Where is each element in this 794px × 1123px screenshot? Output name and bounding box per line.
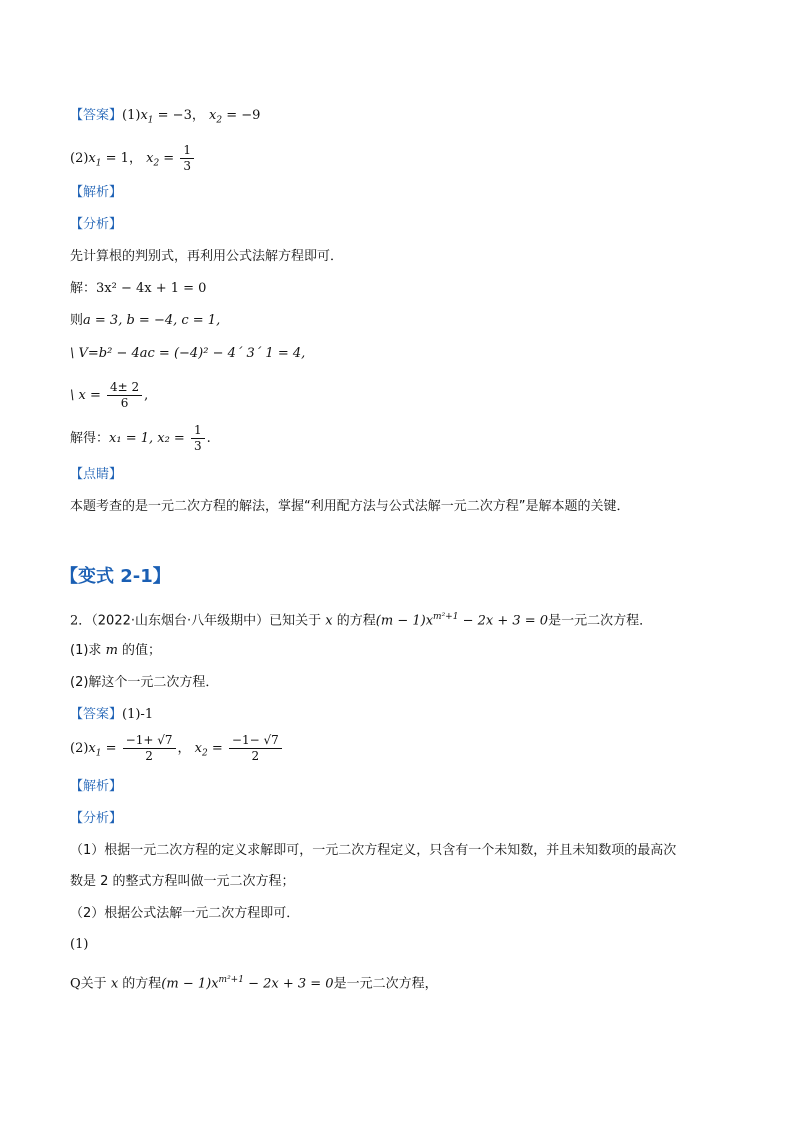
fenxi-p1-line2: 数是 2 的整式方程叫做一元二次方程； [70,874,295,889]
answer1-line2 [70,143,734,180]
fraction: $\frac{-1- √7}{2}$ [229,733,282,764]
separator: ， [128,151,142,166]
question-source: （2022·山东烟台·八年级期中） [91,613,270,629]
part-prefix: (1) [122,108,141,123]
coefficients: 则a = 3, b = −4, c = 1, [70,313,221,328]
answer1-line1 [70,106,734,131]
x1-value: = 1 [101,151,129,166]
question2-sub2: (2)解这个一元二次方程． [70,675,219,690]
answer2-line1: 【答案】(1)-1 [70,707,154,722]
jiexi-label: 【解析】 [70,185,123,200]
equals: = [159,151,179,166]
x1-symbol: $x_1$ [88,151,102,169]
x2-symbol: $x_2$ [194,741,208,759]
separator: ， [191,108,205,123]
x2-symbol: $x_2$ [209,108,223,126]
question2-sub1: (1)求 m 的值； [70,643,162,658]
fraction: $\frac{4\pm 2}{6}$ [107,380,142,411]
fenxi-label: 【分析】 [70,811,123,826]
x1-value: = −3 [153,108,192,123]
question2-stem: 2．（2022·山东烟台·八年级期中）已知关于 x 的方程$(m - 1)x^{m^2+1} - 2x + 3 = 0$是一元二次方程． [70,612,653,629]
quadratic-formula: \ x = $\frac{4\pm 2}{6}$ , [70,380,149,410]
x1-symbol: $x_1$ [88,741,102,759]
discriminant: \ V=b² − 4ac = (−4)² − 4´ 3´ 1 = 4, [70,346,306,361]
dianjing-text: 本题考查的是一元二次方程的解法，掌握“利用配方法与公式法解一元二次方程”是解本题的关键． [70,499,630,514]
answer-label: 【答案】 [70,707,123,722]
dianjing-label: 【点睛】 [70,467,123,482]
answer2-line2: $(2)x_1$ = $\frac{-1+ √7}{2}$ ， $x_2$ = $\frac{-1- √7}{2}$ [70,731,734,772]
x2-symbol: $x_2$ [146,151,160,169]
part-label: (1) [70,937,89,952]
solution-result: 解得：x₁ = 1, x₂ = $\frac{1}{3}$ . [70,423,211,453]
analysis-statement: Q关于 x 的方程$(m - 1)x^{m^2+1} - 2x + 3 = 0$是一元二次方程， [70,975,438,992]
answer-label: 【答案】 [70,108,123,123]
fenxi-text: 先计算根的判别式，再利用公式法解方程即可． [70,249,344,264]
jiexi-label: 【解析】 [70,779,123,794]
fraction: $\frac{1}{3}$ [180,143,194,174]
fenxi-p1-line1: （1）根据一元二次方程的定义求解即可，一元二次方程定义，只含有一个未知数，并且未知数项的最高次 [70,843,677,858]
x2-value: = −9 [222,108,261,123]
fenxi-p2: （2）根据公式法解一元二次方程即可． [70,906,300,921]
solution-equation: 解：3x² − 4x + 1 = 0 [70,281,207,296]
fraction: $\frac{1}{3}$ [191,423,205,454]
section-heading: 【变式 2-1】 [60,566,171,587]
fraction: $\frac{-1+ √7}{2}$ [123,733,176,764]
x1-symbol: $x_1$ [140,108,154,126]
part-prefix: (2) [70,151,89,166]
fenxi-label: 【分析】 [70,217,123,232]
